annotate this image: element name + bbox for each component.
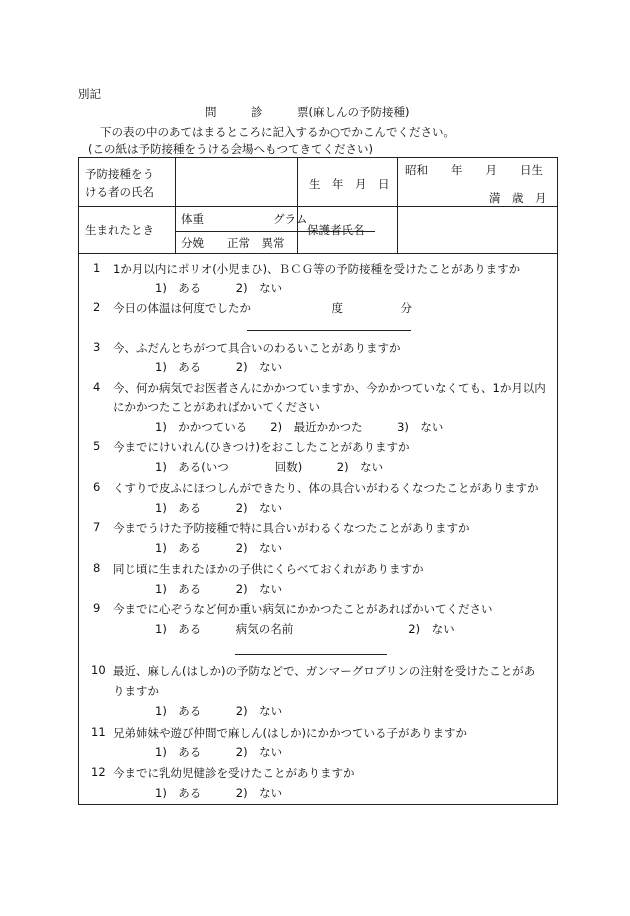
question-8-num: 8	[93, 561, 101, 575]
question-12-num: 12	[91, 765, 106, 779]
question-5-text: 今までにけいれん(ひきつけ)をおこしたことがありますか	[113, 440, 410, 454]
weight-label: 体重 グラム	[181, 212, 308, 226]
question-6-num: 6	[93, 480, 101, 494]
answer-12: 1) ある 2) ない	[155, 786, 283, 800]
question-12-text: 今までに乳幼児健診を受けたことがありますか	[113, 766, 355, 780]
answer-6: 1) ある 2) ない	[155, 501, 283, 515]
question-9-num: 9	[93, 601, 101, 615]
illness-name-underline	[235, 654, 387, 655]
question-11-num: 11	[91, 725, 106, 739]
answer-8: 1) ある 2) ない	[155, 582, 283, 596]
answer-4: 1) かかつている 2) 最近かかつた 3) ない	[155, 420, 444, 434]
form-title: 問 診 票(麻しんの予防接種)	[205, 105, 410, 119]
grid-line	[79, 253, 557, 254]
dob-value-line1: 昭和 年 月 日生	[405, 163, 543, 177]
question-9-text: 今までに心ぞうなど何か重い病気にかかつたことがあればかいてください	[113, 602, 493, 616]
answer-3: 1) ある 2) ない	[155, 360, 283, 374]
question-1-text: 1か月以内にポリオ(小児まひ)、ＢＣＧ等の予防接種を受けたことがありますか	[113, 262, 521, 276]
question-4-text: 今、何か病気でお医者さんにかかつていますか、今かかつていなくても、1か月以内	[113, 381, 546, 395]
question-10-num: 10	[91, 663, 106, 677]
note-text: (この紙は予防接種をうける会場へもつてきてください)	[88, 142, 373, 156]
question-3-num: 3	[93, 340, 101, 354]
question-11-text: 兄弟姉妹や遊び仲間で麻しん(はしか)にかかつている子がありますか	[113, 726, 467, 740]
grid-line	[397, 158, 398, 253]
answer-10: 1) ある 2) ない	[155, 704, 283, 718]
grid-line	[297, 158, 298, 253]
grid-line	[79, 206, 557, 207]
answer-7: 1) ある 2) ない	[155, 541, 283, 555]
question-8-text: 同じ頃に生まれたほかの子供にくらべておくれがありますか	[113, 562, 424, 576]
question-7-text: 今までうけた予防接種で特に具合いがわるくなつたことがありますか	[113, 521, 470, 535]
grid-line	[175, 158, 176, 253]
answer-5: 1) ある(いつ 回数) 2) ない	[155, 460, 384, 474]
question-2-text: 今日の体温は何度でしたか 度 分	[113, 301, 412, 315]
question-4-num: 4	[93, 380, 101, 394]
answer-1: 1) ある 2) ない	[155, 281, 283, 295]
name-label-line1: 予防接種をう	[85, 167, 154, 181]
question-1-num: 1	[93, 261, 101, 275]
question-10-text: 最近、麻しん(はしか)の予防などで、ガンマーグロブリンの注射を受けたことがあ	[113, 664, 536, 678]
dob-label: 生 年 月 日	[309, 177, 390, 191]
bekki-label: 別記	[78, 87, 101, 101]
birth-label: 生まれたとき	[85, 223, 154, 237]
question-10-text-cont: りますか	[113, 684, 159, 698]
question-7-num: 7	[93, 520, 101, 534]
instruction-text: 下の表の中のあてはまるところに記入するか○でかこんでください。	[100, 125, 456, 139]
guardian-label: 保護者氏名	[307, 223, 365, 237]
question-6-text: くすりで皮ふにほつしんができたり、体の具合いがわるくなつたことがありますか	[113, 481, 539, 495]
dob-value-line2: 満 歳 月	[489, 191, 547, 205]
question-2-num: 2	[93, 300, 101, 314]
question-3-text: 今、ふだんとちがつて具合いのわるいことがありますか	[113, 341, 401, 355]
delivery-label: 分娩 正常 異常	[181, 236, 285, 250]
name-label-line2: ける者の氏名	[85, 185, 154, 199]
question-5-num: 5	[93, 439, 101, 453]
answer-9: 1) ある 病気の名前 2) ない	[155, 622, 455, 636]
answer-11: 1) ある 2) ない	[155, 745, 283, 759]
temperature-underline	[247, 330, 411, 331]
question-4-text-cont: にかかつたことがあればかいてください	[113, 400, 320, 414]
questionnaire-form	[78, 157, 558, 805]
